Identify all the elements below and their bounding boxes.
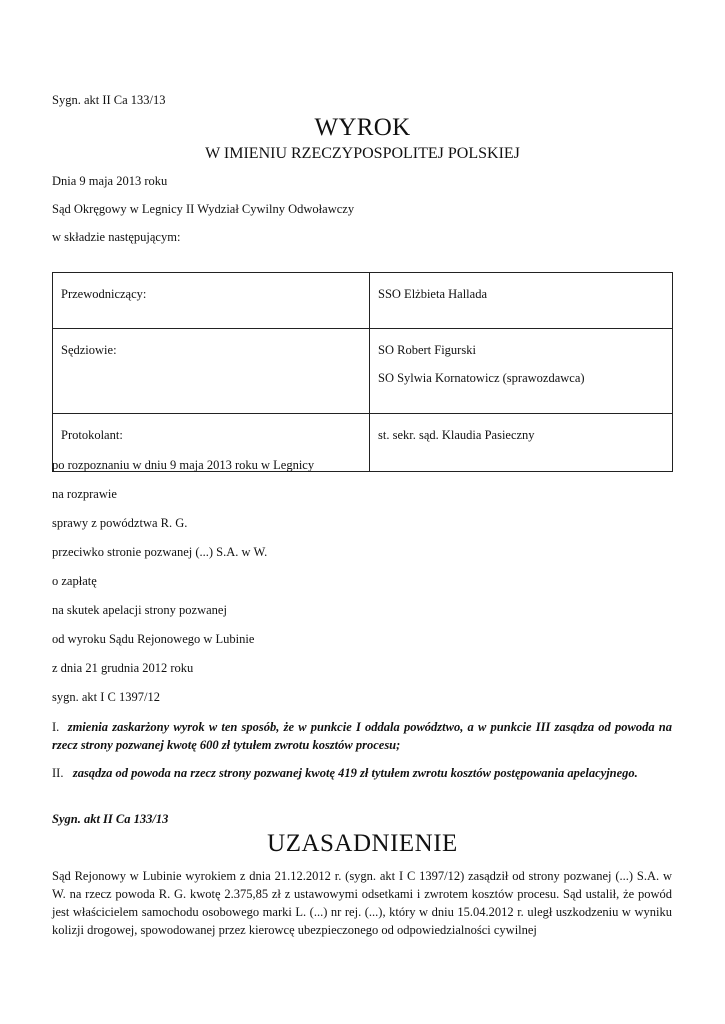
panel-names xyxy=(370,329,673,414)
ruling-item xyxy=(52,718,672,754)
court-panel-table xyxy=(52,272,673,472)
ruling-text: zmienia zaskarżony wyrok w ten sposób, że w punkcie I oddala powództwo, a w punkcie III zasądza od powoda na rzecz strony pozwanej kwotę 600 zł tytułem zwrotu kosztów procesu; xyxy=(52,720,673,752)
ruling-text: zasądza od powoda na rzecz strony pozwanej kwotę 419 zł tytułem zwrotu kosztów postępowania apelacyjnego. xyxy=(72,766,638,780)
panel-name: st. sekr. sąd. Klaudia Pasieczny xyxy=(370,414,673,472)
panel-role: Protokolant: xyxy=(53,414,370,472)
proceedings-line: o zapłatę xyxy=(52,574,97,588)
case-signature-top: Sygn. akt II Ca 133/13 xyxy=(52,93,166,107)
judgment-subtitle: W IMIENIU RZECZYPOSPOLITEJ POLSKIEJ xyxy=(205,145,520,162)
panel-name: SO Robert Figurski xyxy=(378,343,476,357)
judgment-title: WYROK xyxy=(314,114,411,141)
panel-name: SO Sylwia Kornatowicz (sprawozdawca) xyxy=(378,371,585,385)
panel-role: Przewodniczący: xyxy=(53,273,370,329)
composition-label: w składzie następującym: xyxy=(52,230,181,244)
ruling-number: II. xyxy=(52,766,64,780)
proceedings-line: sprawy z powództwa R. G. xyxy=(52,516,188,530)
court-name: Sąd Okręgowy w Legnicy II Wydział Cywilny Odwoławczy xyxy=(52,202,355,216)
proceedings-line: z dnia 21 grudnia 2012 roku xyxy=(52,661,194,675)
panel-row xyxy=(53,329,673,414)
panel-name: SSO Elżbieta Hallada xyxy=(370,273,673,329)
judgment-date: Dnia 9 maja 2013 roku xyxy=(52,174,168,188)
proceedings-line: od wyroku Sądu Rejonowego w Lubinie xyxy=(52,632,255,646)
proceedings-line: po rozpoznaniu w dniu 9 maja 2013 roku w Legnicy xyxy=(52,458,315,472)
proceedings-line: przeciwko stronie pozwanej (...) S.A. w W. xyxy=(52,545,268,559)
panel-role: Sędziowie: xyxy=(53,329,370,414)
panel-row xyxy=(53,273,673,329)
proceedings-line: sygn. akt I C 1397/12 xyxy=(52,690,160,704)
proceedings-line: na skutek apelacji strony pozwanej xyxy=(52,603,227,617)
proceedings-line: na rozprawie xyxy=(52,487,117,501)
justification-title: UZASADNIENIE xyxy=(267,830,458,857)
justification-text: Sąd Rejonowy w Lubinie wyrokiem z dnia 21.12.2012 r. (sygn. akt I C 1397/12) zasądził od strony pozwanej (...) S.A. w W. na rzecz powoda R. G. kwotę 2.375,85 zł z ustawowymi odsetkami i zwrotem kosztów procesu. Sąd ustalił, że powód jest właścicielem samochodu osobowego marki L. (...) nr rej. (...), który w dniu 15.04.2012 r. uległ uszkodzeniu w wyniku kolizji drogowej, spowodowanej przez kierowcę ubezpieczonego od odpowiedzialności cywilnej xyxy=(52,869,672,937)
ruling-item xyxy=(52,764,672,782)
ruling-number: I. xyxy=(52,720,60,734)
case-signature-bottom: Sygn. akt II Ca 133/13 xyxy=(52,812,169,826)
